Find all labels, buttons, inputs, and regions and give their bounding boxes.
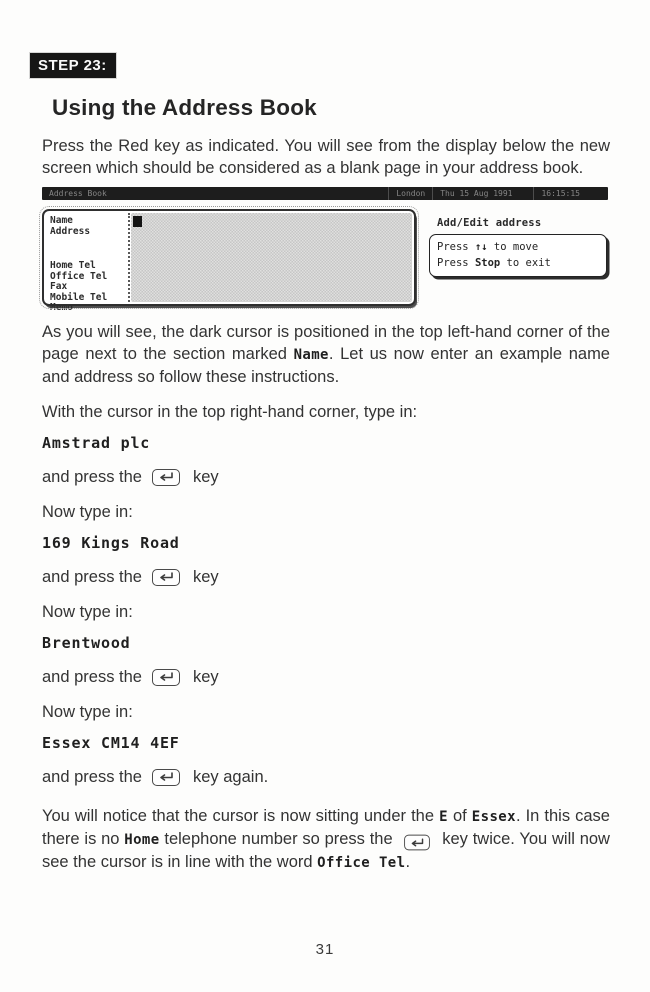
enter-key-icon bbox=[405, 834, 431, 850]
closing-text-2: of bbox=[447, 807, 472, 825]
hint-exit-pre: Press bbox=[437, 257, 475, 269]
home-field-reference: Home bbox=[124, 832, 160, 848]
field-label-office-tel: Office Tel bbox=[50, 270, 108, 282]
closing-text-3: . In this case there is no bbox=[42, 807, 610, 848]
step-2-entry: 169 Kings Road bbox=[42, 534, 180, 552]
titlebar-time: 16:15:15 bbox=[533, 187, 608, 200]
cursor-paragraph-text-2: . Let us now enter an example name and address so follow these instructions. bbox=[42, 345, 610, 386]
field-label-home-tel: Home Tel bbox=[50, 260, 96, 271]
hint-box bbox=[429, 234, 607, 277]
enter-key-icon bbox=[152, 569, 180, 586]
enter-key-icon bbox=[152, 469, 180, 486]
entry-area bbox=[131, 213, 412, 302]
closing-paragraph bbox=[42, 805, 610, 874]
press-text-post: key bbox=[192, 668, 219, 686]
closing-text-4: telephone number so press the bbox=[159, 830, 398, 848]
step-3-press bbox=[42, 666, 610, 688]
block-cursor bbox=[133, 216, 142, 227]
field-label-mobile-tel: Mobile Tel bbox=[50, 291, 108, 303]
address-book-screen bbox=[42, 209, 416, 313]
step-2-press bbox=[42, 566, 610, 588]
cursor-paragraph bbox=[42, 321, 610, 388]
enter-key-icon bbox=[152, 769, 180, 786]
titlebar-location: London bbox=[388, 187, 432, 200]
step-1-prompt: With the cursor in the top right-hand corner, type in: bbox=[42, 403, 418, 421]
step-3-entry: Brentwood bbox=[42, 634, 131, 652]
closing-text-1: You will notice that the cursor is now sitting under the bbox=[42, 807, 440, 825]
field-label-fax: Fax bbox=[50, 281, 68, 292]
page-title: Using the Address Book bbox=[52, 95, 317, 120]
hint-exit-post: to exit bbox=[500, 257, 551, 269]
press-text-post: key again. bbox=[192, 768, 269, 786]
hint-move-pre: Press bbox=[437, 241, 475, 253]
step-4-prompt: Now type in: bbox=[42, 703, 133, 721]
field-divider bbox=[128, 213, 130, 302]
press-text-post: key bbox=[192, 568, 219, 586]
press-text-post: key bbox=[192, 468, 219, 486]
press-text-pre: and press the bbox=[42, 568, 142, 586]
field-label-address: Address bbox=[50, 225, 91, 237]
letter-e-reference: E bbox=[439, 809, 448, 825]
field-label-memo: Memo bbox=[50, 302, 73, 313]
closing-text-6: . bbox=[405, 853, 411, 871]
panel-heading: Add/Edit address bbox=[437, 217, 542, 229]
hint-exit bbox=[437, 255, 599, 271]
step-3-prompt: Now type in: bbox=[42, 603, 133, 621]
titlebar-app-name: Address Book bbox=[49, 189, 107, 198]
hint-move bbox=[437, 239, 599, 255]
side-panel bbox=[429, 209, 607, 277]
press-text-pre: and press the bbox=[42, 768, 142, 786]
screen-titlebar bbox=[42, 187, 608, 200]
display-figure bbox=[42, 187, 608, 313]
essex-reference: Essex bbox=[471, 809, 516, 825]
page-number: 31 bbox=[315, 941, 335, 958]
name-field-reference: Name bbox=[293, 347, 329, 363]
step-2-prompt: Now type in: bbox=[42, 503, 133, 521]
arrow-up-down-keys: ↑↓ bbox=[474, 241, 488, 253]
office-tel-reference: Office Tel bbox=[317, 855, 406, 871]
step-4-press bbox=[42, 766, 610, 788]
press-text-pre: and press the bbox=[42, 668, 142, 686]
field-label-name: Name bbox=[50, 215, 73, 226]
hint-move-post: to move bbox=[487, 241, 539, 253]
field-label-gap bbox=[50, 237, 126, 261]
closing-text-5: key twice. You will now see the cursor is in line with the word bbox=[42, 830, 610, 871]
enter-key-icon bbox=[152, 669, 180, 686]
field-labels bbox=[44, 211, 128, 313]
intro-paragraph: Press the Red key as indicated. You will see from the display below the new screen which should be considered as a blank page in your address book. bbox=[42, 137, 610, 177]
step-1-entry: Amstrad plc bbox=[42, 434, 151, 452]
titlebar-date: Thu 15 Aug 1991 bbox=[432, 187, 519, 200]
step-1-press bbox=[42, 466, 610, 488]
press-text-pre: and press the bbox=[42, 468, 142, 486]
step-4-entry: Essex CM14 4EF bbox=[42, 734, 180, 752]
step-badge: STEP 23: bbox=[30, 53, 116, 78]
cursor-paragraph-text-1: As you will see, the dark cursor is positioned in the top left-hand corner of the page next to the section marked bbox=[42, 323, 610, 363]
stop-key-label: Stop bbox=[474, 257, 501, 269]
